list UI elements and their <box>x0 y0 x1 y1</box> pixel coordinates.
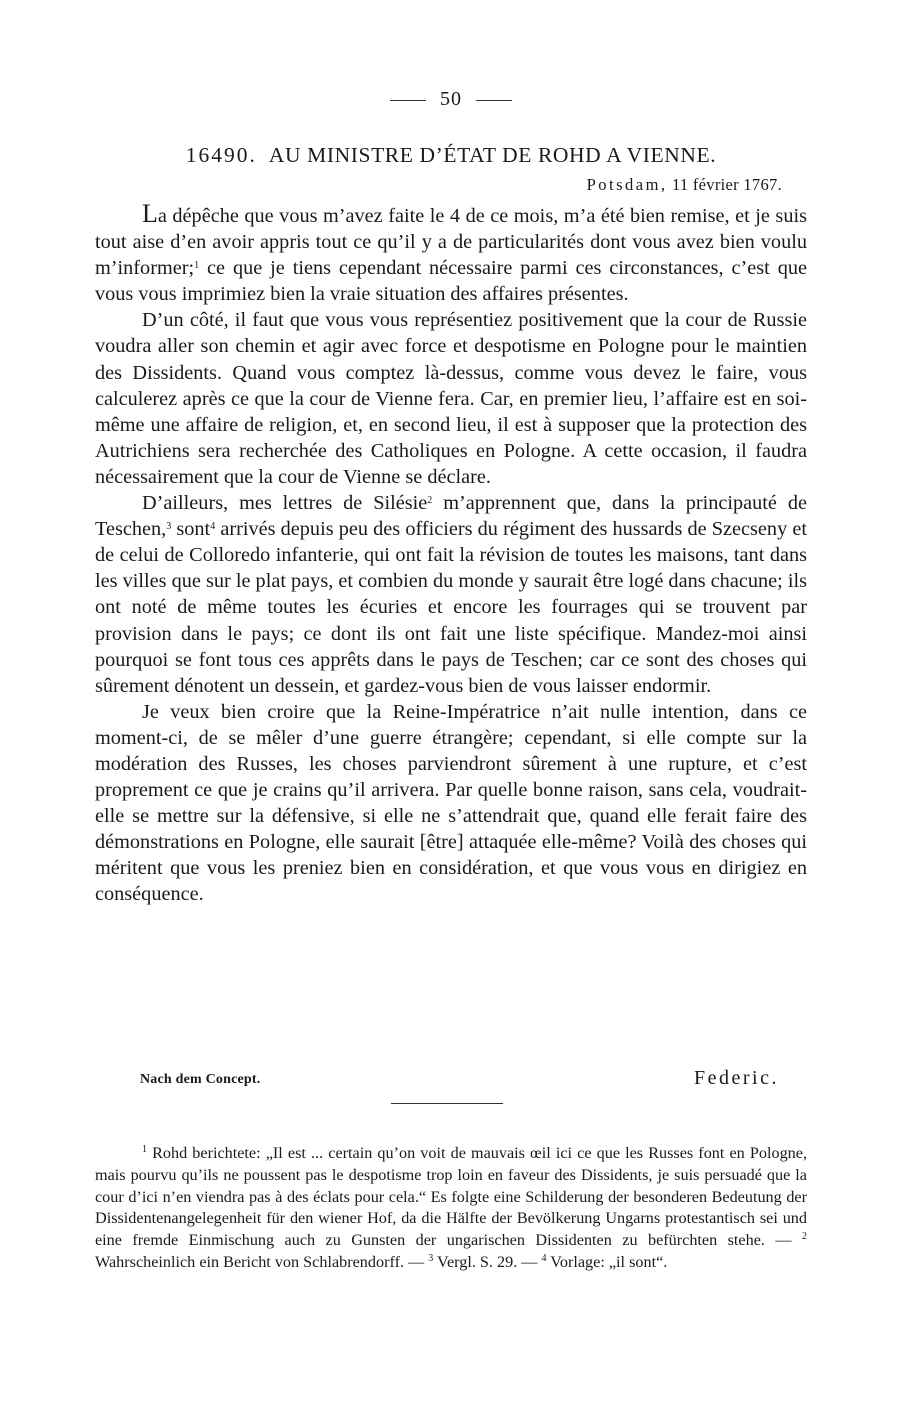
footnote-text: Wahrscheinlich ein Bericht von Schlabrendorff. — <box>95 1252 429 1271</box>
dateline-date: 11 février 1767. <box>671 175 782 194</box>
signature-row <box>95 1067 807 1093</box>
letter-heading: AU MINISTRE D’ÉTAT DE ROHD A VIENNE. <box>268 143 717 167</box>
letter-number: 16490. <box>185 143 257 167</box>
footnote-text: Rohd berichtete: „Il est ... certain qu’on voit de mauvais œil ici ce que les Russes font en Pologne, mais pourvu qu’ils ne poussent pas le despotisme trop loin en faveur des Dissidents, je suis persuadé que la cour d’ici n’en viendra pas à des éclats pour cela.“ Es folgte eine Schilderung der besonderen Bedeutung der Dissidentenangelegenheit für den wiener Hof, da die Hälfte der Bevölkerung Ungarns protestantisch sei und eine fremde Einmischung auch zu Gunsten der ungarischen Dissidenten zu befürchten stehe. — <box>95 1144 807 1250</box>
paragraph-text: La dépêche que vous m’avez faite le 4 de ce mois, m’a été bien remise, et je suis tout aise d’en avoir appris tout ce qu’il y a de particularités dont vous avez bien voulu m’informer; <box>95 199 807 280</box>
header-dash-left <box>390 100 426 101</box>
page-header <box>95 88 807 111</box>
footnote-block <box>95 1143 807 1274</box>
paragraph-text: D’un côté, il faut que vous vous représentiez positivement que la cour de Russie voudra aller son chemin et agir avec force et despotisme en Pologne pour le maintien des Dissidents. Quand vous comptez là-dessus, comme vous devez le faire, vous calculerez après ce que la cour de Vienne fera. Car, en premier lieu, l’affaire est en soi-même une affaire de religion, et, en second lieu, il est à supposer que la protection des Autrichiens sera recherchée des Catholiques en Pologne. A cette occasion, il faudra nécessairement que la cour de Vienne se déclare. <box>95 309 807 488</box>
footnote-text: Vergl. S. 29. — <box>433 1252 542 1271</box>
paragraph-text: arrivés depuis peu des officiers du régiment des hussards de Szecseny et de celui de Colloredo infanterie, qui ont fait la révision de toutes les maisons, tant dans les villes que sur le plat pays, et combien du monde y saurait être logé dans chacune; ils ont noté de même toutes les écuries et encore les fourrages qui se trouvent par provision dans le pays; ce dont ils ont fait une liste spécifique. Mandez-moi ainsi pourquoi se font tous ces apprêts dans le pays de Teschen; car ce sont des choses qui sûrement dénotent un dessein, et gardez-vous bien de vous laisser endormir. <box>95 518 807 697</box>
paragraph-text: Je veux bien croire que la Reine-Impératrice n’ait nulle intention, dans ce moment-ci, de se mêler d’une guerre étrangère; cependant, si elle compte sur la modération des Russes, les choses parviendront sûrement à une rupture, et c’est proprement ce que je crains qu’il arrivera. Par quelle bonne raison, sans cela, voudrait-elle se mettre sur la défensive, si elle ne s’attendrait que, quand elle ferait faire des démonstrations en Pologne, elle saurait [être] attaquée elle-même? Voilà des choses qui méritent que vous les preniez bien en considération, et que vous vous en dirigiez en conséquence. <box>95 700 807 906</box>
footnote-marker: 2 <box>802 1231 807 1243</box>
footnote-text: Vorlage: „il sont“. <box>546 1252 668 1271</box>
footnote-divider <box>391 1103 503 1104</box>
paragraph-2 <box>95 307 807 490</box>
letter-title <box>95 143 807 168</box>
footnote-marker: 4 <box>541 1252 547 1264</box>
footnote-ref: 2 <box>427 495 433 507</box>
footnotes <box>95 1143 807 1274</box>
source-note: Nach dem Concept. <box>140 1072 261 1087</box>
dateline-place: Potsdam, <box>586 175 668 194</box>
paragraph-1 <box>95 201 807 307</box>
paragraph-text: ce que je tiens cependant nécessaire parmi ces circonstances, c’est que vous vous imprimiez bien la vraie situation des affaires présentes. <box>95 257 807 306</box>
footnote-ref: 4 <box>210 521 216 533</box>
paragraph-4 <box>95 699 807 908</box>
footnote-ref: 1 <box>194 260 200 272</box>
dateline <box>587 175 782 195</box>
paragraph-text: D’ailleurs, mes lettres de Silésie <box>142 492 428 515</box>
footnote-marker: 3 <box>428 1252 434 1264</box>
signature: Federic. <box>694 1067 779 1089</box>
letter-body <box>95 201 807 908</box>
page-number: 50 <box>440 88 462 110</box>
paragraph-text: sont <box>171 518 211 541</box>
header-dash-right <box>476 100 512 101</box>
paragraph-text: m’apprennent que, dans la principauté de Teschen, <box>95 492 807 541</box>
footnote-marker: 1 <box>142 1144 147 1155</box>
footnote-ref: 3 <box>166 521 172 533</box>
paragraph-3 <box>95 490 807 699</box>
